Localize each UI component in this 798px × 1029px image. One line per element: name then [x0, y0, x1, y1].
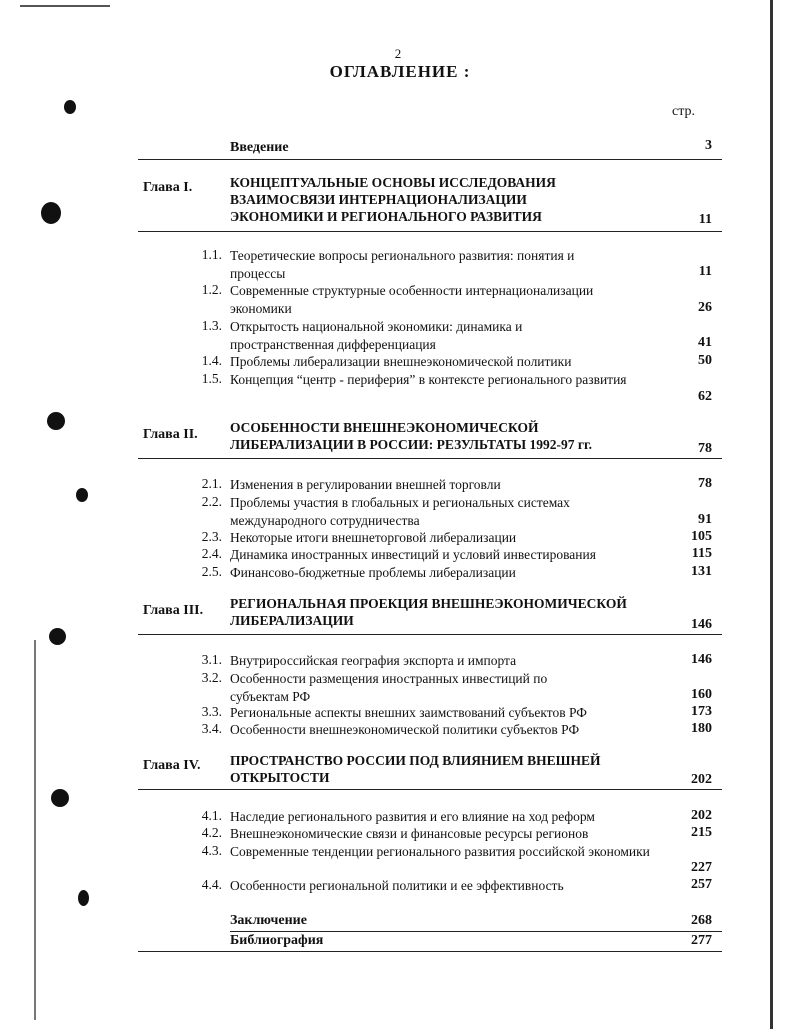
punch-hole-mark [47, 412, 65, 430]
section-title: Современные структурные особенности интернационализации экономики [230, 283, 594, 316]
section-number: 4.3. [201, 843, 222, 858]
section-number: 1.2. [201, 282, 222, 297]
section-title: Региональные аспекты внешних заимствований субъектов РФ [230, 705, 587, 720]
section-page: 180 [691, 721, 712, 736]
section-title: Теоретические вопросы регионального развития: понятия и процессы [230, 248, 575, 281]
chapter-title: ОСОБЕННОСТИ ВНЕШНЕЭКОНОМИЧЕСКОЙ ЛИБЕРАЛИЗАЦИИ В РОССИИ: РЕЗУЛЬТАТЫ 1992-97 гг. [230, 420, 592, 452]
section-number: 3.3. [201, 704, 222, 719]
section-title: Проблемы либерализации внешнеэкономической политики [230, 354, 572, 369]
chapter-page: 202 [691, 772, 712, 787]
section-number: 3.1. [201, 652, 222, 667]
section-title: Динамика иностранных инвестиций и условий инвестирования [230, 547, 596, 562]
section-page: 26 [698, 300, 712, 315]
chapter-label: Глава I. [143, 180, 193, 195]
page-title: ОГЛАВЛЕНИЕ : [329, 62, 471, 81]
chapter-title: ПРОСТРАНСТВО РОССИИ ПОД ВЛИЯНИЕМ ВНЕШНЕЙ ОТКРЫТОСТИ [230, 753, 601, 785]
section-page: 91 [698, 512, 712, 527]
section-page: 215 [691, 825, 712, 840]
section-title: Внешнеэкономические связи и финансовые ресурсы регионов [230, 826, 589, 841]
page-number: 2 [394, 46, 402, 61]
section-page: 11 [698, 264, 712, 279]
section-page: 227 [691, 860, 712, 875]
divider [138, 458, 722, 459]
intro-page: 3 [705, 138, 712, 153]
divider [138, 231, 722, 232]
section-page: 115 [691, 546, 712, 561]
section-page: 50 [698, 353, 712, 368]
section-page: 62 [698, 389, 712, 404]
punch-hole-mark [41, 202, 61, 224]
section-title: Изменения в регулировании внешней торговли [230, 477, 501, 492]
bibliography-label: Библиография [230, 933, 324, 948]
section-number: 2.4. [201, 546, 222, 561]
section-title: Финансово-бюджетные проблемы либерализации [230, 565, 516, 580]
section-page: 131 [691, 564, 712, 579]
intro-label: Введение [230, 140, 289, 155]
conclusion-page: 268 [691, 913, 712, 928]
section-number: 4.1. [201, 808, 222, 823]
divider [138, 159, 722, 160]
chapter-label: Глава II. [143, 427, 198, 442]
chapter-page: 78 [698, 441, 712, 456]
divider [138, 789, 722, 790]
section-number: 2.5. [201, 564, 222, 579]
divider [230, 931, 722, 932]
punch-hole-mark [51, 789, 69, 807]
chapter-page: 11 [698, 212, 712, 227]
section-title: Наследие регионального развития и его влияние на ход реформ [230, 809, 595, 824]
scan-edge-top [20, 5, 110, 7]
section-page: 202 [691, 808, 712, 823]
section-title: Особенности внешнеэкономической политики субъектов РФ [230, 722, 580, 737]
section-number: 1.1. [201, 247, 222, 262]
bibliography-page: 277 [691, 933, 712, 948]
section-number: 4.4. [201, 877, 222, 892]
page-column-label: стр. [672, 104, 696, 119]
section-page: 160 [691, 687, 712, 702]
section-number: 2.1. [201, 476, 222, 491]
scan-edge-left [34, 640, 36, 1020]
section-number: 1.3. [201, 318, 222, 333]
chapter-label: Глава IV. [143, 758, 201, 773]
section-number: 4.2. [201, 825, 222, 840]
section-page: 78 [698, 476, 712, 491]
section-number: 3.2. [201, 670, 222, 685]
section-page: 41 [698, 335, 712, 350]
divider [138, 634, 722, 635]
section-number: 2.2. [201, 494, 222, 509]
section-page: 105 [691, 529, 712, 544]
scan-edge-right [770, 0, 773, 1029]
section-page: 146 [691, 652, 712, 667]
section-number: 3.4. [201, 721, 222, 736]
section-number: 2.3. [201, 529, 222, 544]
section-number: 1.4. [201, 353, 222, 368]
section-page: 173 [691, 704, 712, 719]
section-title: Особенности размещения иностранных инвестиций по субъектам РФ [230, 671, 548, 704]
section-title: Открытость национальной экономики: динамика и пространственная дифференциация [230, 319, 523, 352]
section-number: 1.5. [201, 371, 222, 386]
section-title: Некоторые итоги внешнеторговой либерализации [230, 530, 517, 545]
chapter-title: РЕГИОНАЛЬНАЯ ПРОЕКЦИЯ ВНЕШНЕЭКОНОМИЧЕСКОЙ ЛИБЕРАЛИЗАЦИИ [230, 596, 627, 628]
punch-hole-mark [76, 488, 88, 502]
punch-hole-mark [49, 628, 66, 645]
chapter-page: 146 [691, 617, 712, 632]
section-title: Проблемы участия в глобальных и региональных системах международного сотрудничества [230, 495, 570, 528]
chapter-title: КОНЦЕПТУАЛЬНЫЕ ОСНОВЫ ИССЛЕДОВАНИЯ ВЗАИМОСВЯЗИ ИНТЕРНАЦИОНАЛИЗАЦИИ ЭКОНОМИКИ И РЕГИОНАЛЬНОГО РАЗВИТИЯ [230, 175, 556, 224]
conclusion-label: Заключение [230, 913, 307, 928]
section-page: 257 [691, 877, 712, 892]
chapter-label: Глава III. [143, 603, 204, 618]
section-title: Современные тенденции регионального развития российской экономики [230, 844, 650, 859]
section-title: Внутрироссийская география экспорта и импорта [230, 653, 517, 668]
divider [138, 951, 722, 952]
section-title: Концепция “центр - периферия” в контексте регионального развития [230, 372, 627, 387]
section-title: Особенности региональной политики и ее эффективность [230, 878, 564, 893]
punch-hole-mark [78, 890, 89, 906]
punch-hole-mark [64, 100, 76, 114]
